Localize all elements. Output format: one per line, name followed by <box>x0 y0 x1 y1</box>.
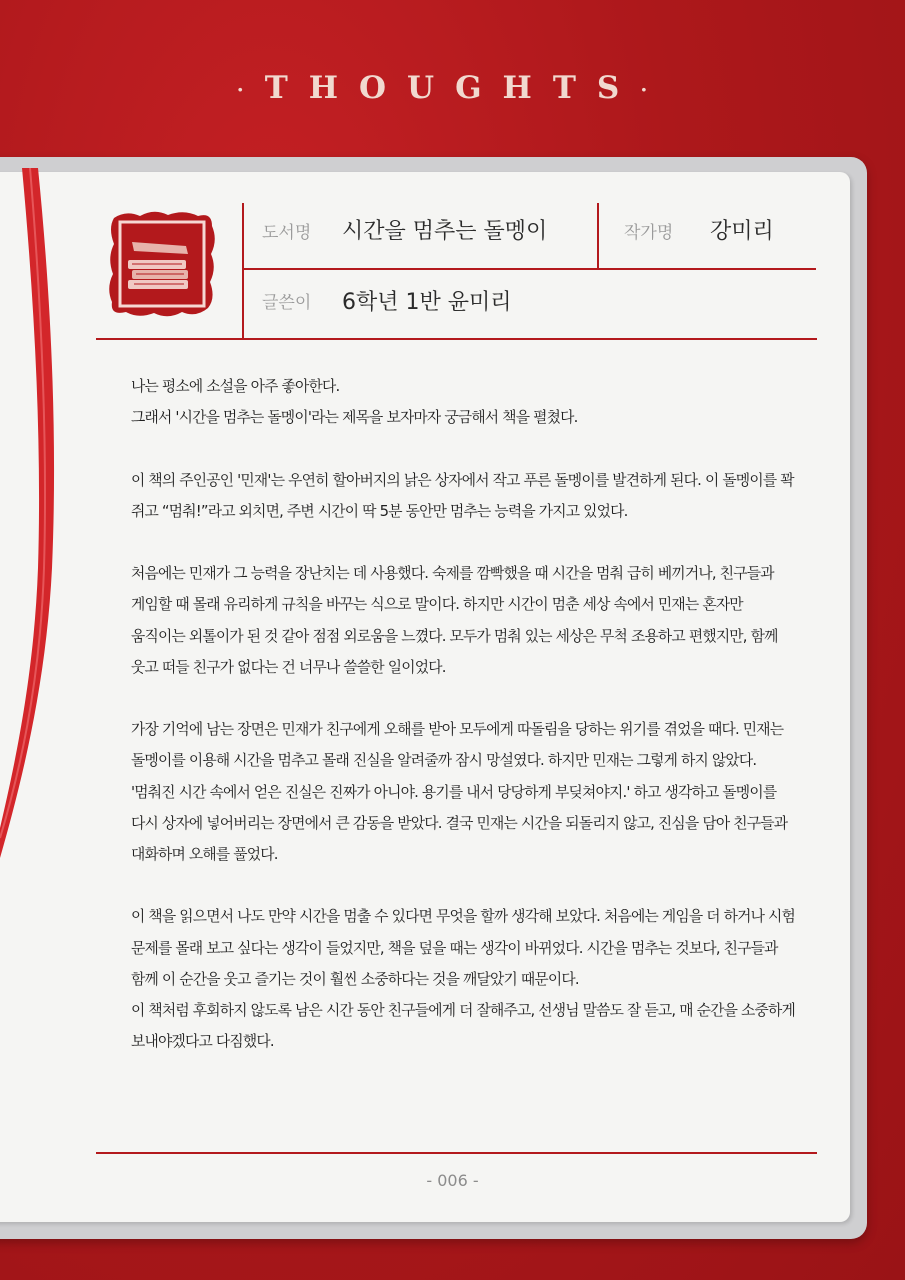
writer-name: 6학년 1반 윤미리 <box>342 290 512 315</box>
author-label: 작가명 <box>624 223 674 243</box>
info-divider-row <box>242 268 816 270</box>
author-name: 강미리 <box>710 219 774 244</box>
writer-label: 글쓴이 <box>262 293 312 313</box>
paragraph: 나는 평소에 소설을 아주 좋아한다. 그래서 '시간을 멈추는 돌멩이'라는 제목을 보자마자 궁금해서 책을 펼쳤다. <box>131 378 578 427</box>
info-divider-bottom <box>96 338 817 340</box>
header-title: THOUGHTS <box>264 70 641 106</box>
review-body <box>131 371 796 1057</box>
books-stamp-icon <box>106 208 218 320</box>
header-dot-right: · <box>640 77 669 102</box>
header-dot-left: · <box>236 77 265 102</box>
page-header <box>0 70 905 106</box>
info-divider-left <box>242 203 244 338</box>
paragraph: 이 책을 읽으면서 나도 만약 시간을 멈출 수 있다면 무엇을 할까 생각해 보았다. 처음에는 게임을 더 하거나 시험 문제를 몰래 보고 싶다는 생각이 들었지만, 책을 덮을 때는 생각이 바뀌었다. 시간을 멈추는 것보다, 친구들과 함께 이 순간을 웃고 즐기는 것이 훨씬 소중하다는 것을 깨달았기 때문이다. 이 책처럼 후회하지 않도록 남은 시간 동안 친구들에게 더 잘해주고, 선생님 말씀도 잘 듣고, 매 순간을 소중하게 보내야겠다고 다짐했다. <box>131 908 795 1051</box>
paragraph: 가장 기억에 남는 장면은 민재가 친구에게 오해를 받아 모두에게 따돌림을 당하는 위기를 겪었을 때다. 민재는 돌멩이를 이용해 시간을 멈추고 몰래 진실을 알려줄까 잠시 망설였다. 하지만 민재는 그렇게 하지 않았다. '멈춰진 시간 속에서 얻은 진실은 진짜가 아니야. 용기를 내서 당당하게 부딪쳐야지.' 하고 생각하고 돌멩이를 다시 상자에 넣어버리는 장면에서 큰 감동을 받았다. 결국 민재는 시간을 되돌리지 않고, 진심을 담아 친구들과 대화하며 오해를 풀었다. <box>131 721 788 863</box>
footer-divider <box>96 1152 817 1154</box>
book-title-label: 도서명 <box>262 223 312 243</box>
paragraph: 처음에는 민재가 그 능력을 장난치는 데 사용했다. 숙제를 깜빡했을 때 시간을 멈춰 급히 베끼거나, 친구들과 게임할 때 몰래 유리하게 규칙을 바꾸는 식으로 말이다. 하지만 시간이 멈춘 세상 속에서 민재는 혼자만 움직이는 외톨이가 된 것 같아 점점 외로움을 느꼈다. 모두가 멈춰 있는 세상은 무척 조용하고 편했지만, 함께 웃고 떠들 친구가 없다는 건 너무나 쓸쓸한 일이었다. <box>131 565 778 676</box>
page-number: - 006 - <box>426 1171 479 1190</box>
info-divider-mid <box>597 203 599 269</box>
book-title: 시간을 멈추는 돌멩이 <box>342 219 548 244</box>
bookmark-ribbon <box>0 168 70 868</box>
paragraph: 이 책의 주인공인 '민재'는 우연히 할아버지의 낡은 상자에서 작고 푸른 돌멩이를 발견하게 된다. 이 돌멩이를 꽉 쥐고 “멈춰!”라고 외치면, 주변 시간이 딱 5분 동안만 멈추는 능력을 가지고 있었다. <box>131 471 794 520</box>
